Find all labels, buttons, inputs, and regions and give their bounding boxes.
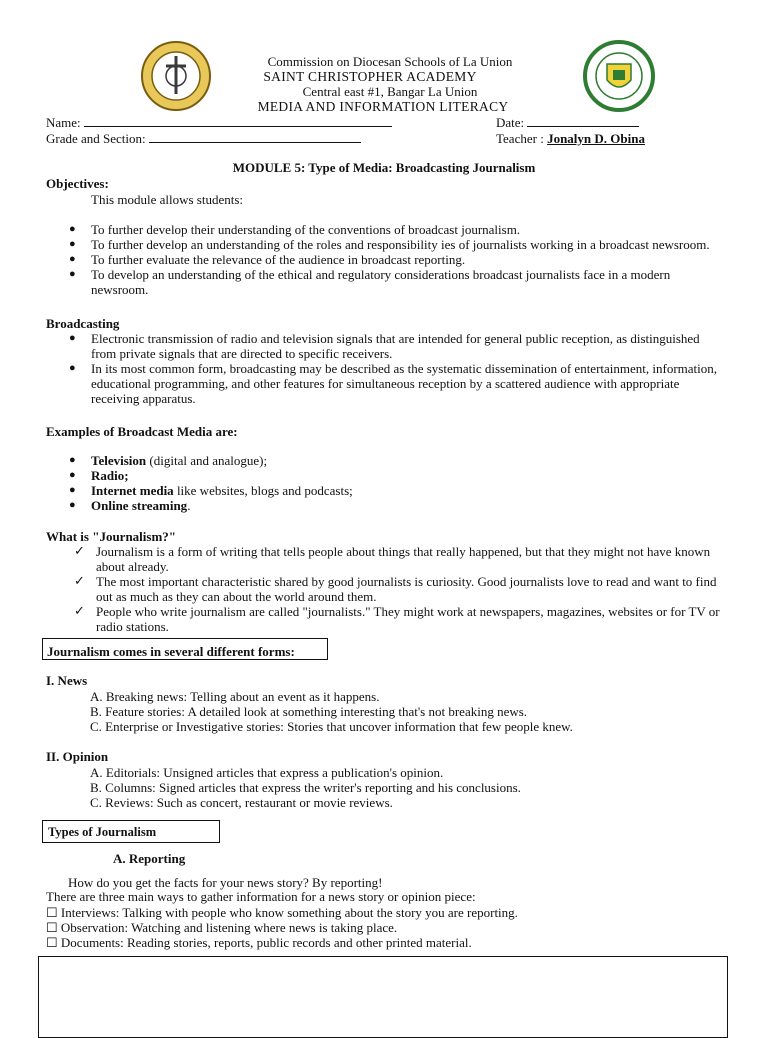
opinion-list — [90, 765, 720, 810]
name-label: Name: — [46, 115, 81, 130]
reporting-list — [46, 905, 726, 950]
list-item: ● Electronic transmission of radio and television signals that are intended for general public reception, as distinguished from private signals that are directed to specific receivers. — [69, 331, 700, 361]
objectives-heading: Objectives: — [46, 176, 109, 191]
teacher-name: Jonalyn D. Obina — [547, 131, 645, 146]
reporting-intro: How do you get the facts for your news story? By reporting! — [68, 875, 383, 890]
list-item: ● To further develop an understanding of the roles and responsibility ies of journalists working in a broadcast newsroom. — [69, 237, 710, 252]
list-item: C. Enterprise or Investigative stories: Stories that uncover information that few people knew. — [90, 719, 573, 734]
examples-heading: Examples of Broadcast Media are: — [46, 424, 238, 439]
examples-list — [69, 453, 691, 513]
list-item: ● Internet media like websites, blogs and podcasts; — [69, 483, 353, 498]
journalism-list — [74, 543, 721, 634]
name-field[interactable] — [46, 115, 392, 130]
list-item: C. Reviews: Such as concert, restaurant or movie reviews. — [90, 795, 393, 810]
list-item: ✓ People who write journalism are called "journalists." They might work at newspapers, magazines, websites or for TV or radio stations. — [74, 603, 720, 634]
list-item: ● To develop an understanding of the ethical and regulatory considerations broadcast journalists face in a modern newsroom. — [69, 267, 671, 297]
grade-section-field[interactable] — [46, 131, 361, 146]
list-item: ☐ Observation: Watching and listening where news is taking place. — [46, 920, 398, 935]
checkmark-icon: ✓ — [74, 603, 85, 618]
commission-line: Commission on Diocesan Schools of La Union — [267, 54, 513, 69]
list-item: ☐ Interviews: Talking with people who know something about the story you are reporting. — [46, 905, 518, 920]
academy-seal-logo — [583, 40, 655, 112]
list-item: ● To further evaluate the relevance of the audience in broadcast reporting. — [69, 252, 466, 267]
list-item: ● To further develop their understanding of the conventions of broadcast journalism. — [69, 222, 521, 237]
opinion-heading: II. Opinion — [46, 749, 109, 764]
list-item: ✓ The most important characteristic shared by good journalists is curiosity. Good journalists love to read and want to find out as much as they can about the world around them. — [74, 573, 717, 604]
journalism-heading: What is "Journalism?" — [46, 529, 177, 544]
checkmark-icon: ✓ — [74, 573, 85, 588]
types-heading: Types of Journalism — [48, 825, 157, 839]
broadcasting-heading: Broadcasting — [46, 316, 120, 331]
subject-title: MEDIA AND INFORMATION LITERACY — [257, 99, 509, 114]
date-field[interactable] — [496, 115, 639, 130]
forms-heading: Journalism comes in several different forms: — [47, 644, 295, 659]
grade-label: Grade and Section: — [46, 131, 146, 146]
list-item: A. Breaking news: Telling about an event as it happens. — [90, 689, 380, 704]
list-item: ✓ Journalism is a form of writing that tells people about things that really happened, but that they might not have known about already. — [74, 543, 711, 574]
reporting-line2: There are three main ways to gather information for a news story or opinion piece: — [46, 889, 476, 904]
name-line — [84, 115, 392, 127]
date-line — [527, 115, 639, 127]
list-item: A. Editorials: Unsigned articles that express a publication's opinion. — [90, 765, 444, 780]
objectives-intro: This module allows students: — [91, 192, 244, 207]
grade-line — [149, 131, 361, 143]
address-line: Central east #1, Bangar La Union — [302, 84, 478, 99]
broadcasting-list — [69, 331, 719, 406]
news-heading: I. News — [46, 673, 88, 688]
list-item: B. Feature stories: A detailed look at something interesting that's not breaking news. — [90, 704, 528, 719]
date-label: Date: — [496, 115, 525, 130]
teacher-label: Teacher : — [496, 131, 544, 146]
list-item: ● Television (digital and analogue); — [69, 453, 268, 468]
reporting-heading: A. Reporting — [113, 851, 186, 866]
teacher-field — [496, 131, 645, 146]
answer-box[interactable] — [38, 956, 728, 1038]
academy-name: SAINT CHRISTOPHER ACADEMY — [263, 69, 477, 84]
objectives-list — [69, 222, 721, 297]
checkmark-icon: ✓ — [74, 543, 85, 558]
types-heading-box — [42, 820, 220, 843]
list-item: B. Columns: Signed articles that express the writer's reporting and his conclusions. — [90, 780, 521, 795]
list-item: ☐ Documents: Reading stories, reports, public records and other printed material. — [46, 935, 472, 950]
list-item: ● In its most common form, broadcasting may be described as the systematic dissemination of entertainment, information, educational programming, and other features for simultaneous reception by a scattered audience with appropriate receiving apparatus. — [69, 361, 718, 406]
module-title: MODULE 5: Type of Media: Broadcasting Journalism — [232, 160, 536, 175]
news-list — [90, 689, 720, 734]
list-item: ● Online streaming. — [69, 498, 191, 513]
forms-heading-box — [42, 638, 328, 660]
list-item: ● Radio; — [69, 468, 129, 483]
